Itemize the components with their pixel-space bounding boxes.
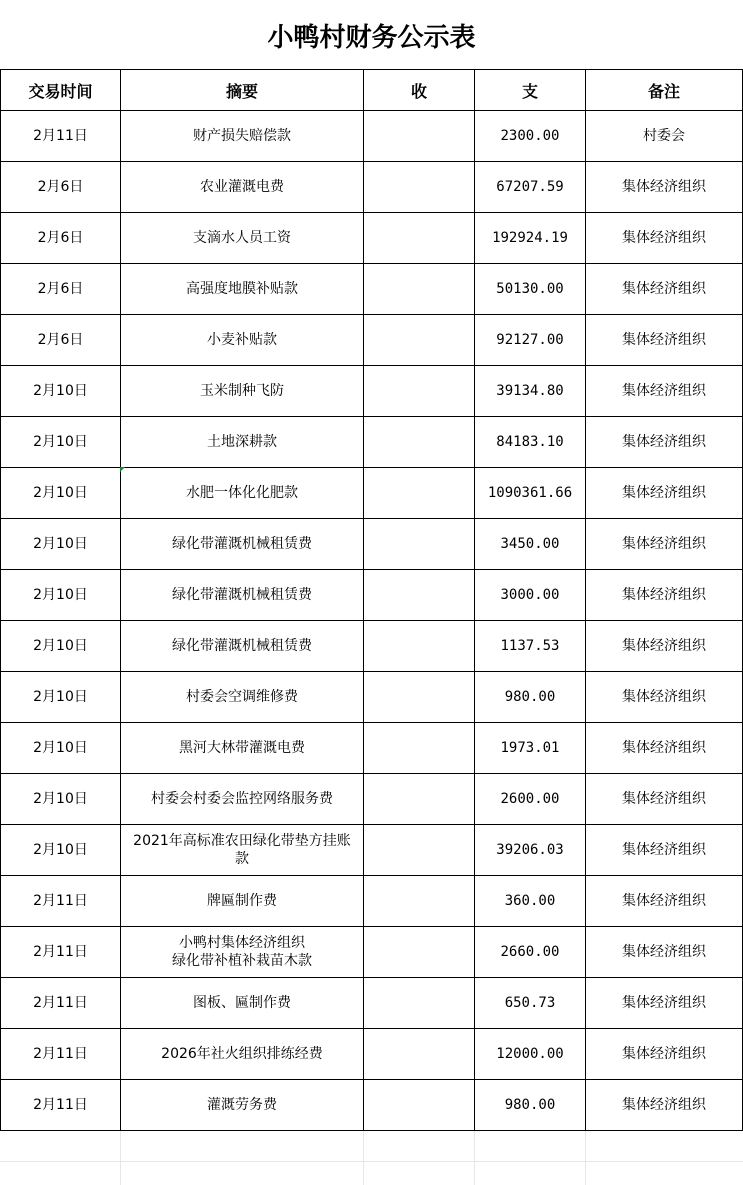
table-row — [1, 570, 743, 621]
header-row — [1, 70, 743, 111]
cell-date[interactable]: 2月11日 — [1, 978, 121, 1029]
cell-date[interactable]: 2月10日 — [1, 366, 121, 417]
cell-date[interactable]: 2月6日 — [1, 264, 121, 315]
cell-income[interactable] — [364, 1029, 475, 1080]
cell-income[interactable] — [364, 417, 475, 468]
cell-income[interactable] — [364, 213, 475, 264]
cell-memo[interactable] — [121, 366, 364, 417]
cell-income[interactable] — [364, 927, 475, 978]
table-row — [1, 264, 743, 315]
cell-note[interactable]: 村委会 — [586, 111, 743, 162]
cell-income[interactable] — [364, 978, 475, 1029]
cell-expense[interactable]: 12000.00 — [475, 1029, 586, 1080]
cell-note[interactable]: 集体经济组织 — [586, 621, 743, 672]
cell-note[interactable]: 集体经济组织 — [586, 672, 743, 723]
table-row — [1, 774, 743, 825]
header-memo[interactable]: 摘要 — [121, 70, 364, 111]
cell-memo[interactable] — [121, 978, 364, 1029]
cell-income[interactable] — [364, 774, 475, 825]
cell-income[interactable] — [364, 162, 475, 213]
cell-date[interactable]: 2月11日 — [1, 927, 121, 978]
cell-expense[interactable]: 2300.00 — [475, 111, 586, 162]
empty-grid-area — [0, 1131, 743, 1185]
memo-line: 小麦补贴款 — [207, 332, 277, 348]
header-expense[interactable]: 支 — [475, 70, 586, 111]
cell-memo[interactable] — [121, 774, 364, 825]
cell-date[interactable]: 2月11日 — [1, 876, 121, 927]
memo-line: 支滴水人员工资 — [193, 230, 291, 246]
cell-expense[interactable]: 1090361.66 — [475, 468, 586, 519]
cell-date[interactable]: 2月10日 — [1, 774, 121, 825]
cell-income[interactable] — [364, 672, 475, 723]
table-row — [1, 1080, 743, 1131]
cell-note[interactable]: 集体经济组织 — [586, 876, 743, 927]
cell-income[interactable] — [364, 876, 475, 927]
table-row — [1, 111, 743, 162]
table-row — [1, 213, 743, 264]
cell-memo[interactable] — [121, 111, 364, 162]
cell-income[interactable] — [364, 315, 475, 366]
memo-line: 绿化带灌溉机械租赁费 — [172, 536, 312, 552]
cell-expense[interactable]: 3450.00 — [475, 519, 586, 570]
cell-expense[interactable]: 39134.80 — [475, 366, 586, 417]
cell-note[interactable]: 集体经济组织 — [586, 825, 743, 876]
memo-line: 小鸭村集体经济组织 — [179, 935, 305, 951]
cell-expense[interactable]: 360.00 — [475, 876, 586, 927]
cell-note[interactable]: 集体经济组织 — [586, 315, 743, 366]
finance-table — [0, 69, 743, 1131]
cell-income[interactable] — [364, 1080, 475, 1131]
memo-line: 农业灌溉电费 — [200, 179, 284, 195]
cell-comment-marker — [120, 467, 125, 472]
table-row — [1, 366, 743, 417]
cell-expense[interactable]: 3000.00 — [475, 570, 586, 621]
cell-income[interactable] — [364, 366, 475, 417]
cell-income[interactable] — [364, 519, 475, 570]
cell-date[interactable]: 2月6日 — [1, 315, 121, 366]
table-row — [1, 162, 743, 213]
memo-line: 2026年社火组织排练经费 — [161, 1046, 323, 1062]
cell-date[interactable]: 2月11日 — [1, 1029, 121, 1080]
table-row — [1, 978, 743, 1029]
table-row — [1, 315, 743, 366]
memo-line: 水肥一体化化肥款 — [186, 485, 298, 501]
table-row — [1, 519, 743, 570]
cell-expense[interactable]: 192924.19 — [475, 213, 586, 264]
cell-memo[interactable] — [121, 417, 364, 468]
table-row — [1, 621, 743, 672]
cell-expense[interactable]: 39206.03 — [475, 825, 586, 876]
cell-memo[interactable] — [121, 519, 364, 570]
table-row — [1, 723, 743, 774]
cell-date[interactable]: 2月10日 — [1, 519, 121, 570]
memo-line: 村委会村委会监控网络服务费 — [151, 791, 333, 807]
table-row — [1, 417, 743, 468]
cell-date[interactable]: 2月10日 — [1, 417, 121, 468]
cell-expense[interactable]: 92127.00 — [475, 315, 586, 366]
cell-income[interactable] — [364, 825, 475, 876]
cell-income[interactable] — [364, 111, 475, 162]
page-title: 小鸭村财务公示表 — [267, 22, 476, 53]
cell-expense[interactable]: 67207.59 — [475, 162, 586, 213]
cell-memo[interactable] — [121, 723, 364, 774]
memo-line: 村委会空调维修费 — [186, 689, 298, 705]
cell-note[interactable]: 集体经济组织 — [586, 1080, 743, 1131]
memo-line: 绿化带灌溉机械租赁费 — [172, 587, 312, 603]
cell-memo[interactable] — [121, 621, 364, 672]
header-date[interactable]: 交易时间 — [1, 70, 121, 111]
cell-income[interactable] — [364, 723, 475, 774]
table-row — [1, 927, 743, 978]
memo-line: 款 — [235, 851, 249, 867]
table-row — [1, 672, 743, 723]
cell-expense[interactable]: 980.00 — [475, 672, 586, 723]
cell-expense[interactable]: 50130.00 — [475, 264, 586, 315]
cell-expense[interactable]: 84183.10 — [475, 417, 586, 468]
memo-line: 玉米制种飞防 — [200, 383, 284, 399]
header-income[interactable]: 收 — [364, 70, 475, 111]
table-row — [1, 468, 743, 519]
table-body — [1, 111, 743, 1131]
cell-memo[interactable] — [121, 468, 364, 519]
cell-date[interactable]: 2月10日 — [1, 621, 121, 672]
cell-date[interactable]: 2月6日 — [1, 213, 121, 264]
cell-note[interactable]: 集体经济组织 — [586, 723, 743, 774]
cell-memo[interactable] — [121, 927, 364, 978]
memo-line: 土地深耕款 — [207, 434, 277, 450]
memo-line: 图板、匾制作费 — [193, 995, 291, 1011]
cell-date[interactable]: 2月11日 — [1, 111, 121, 162]
cell-note[interactable]: 集体经济组织 — [586, 417, 743, 468]
table-row — [1, 876, 743, 927]
cell-memo[interactable] — [121, 570, 364, 621]
memo-line: 牌匾制作费 — [207, 893, 277, 909]
cell-date[interactable]: 2月10日 — [1, 825, 121, 876]
cell-memo[interactable] — [121, 264, 364, 315]
memo-line: 高强度地膜补贴款 — [186, 281, 298, 297]
cell-note[interactable]: 集体经济组织 — [586, 162, 743, 213]
cell-income[interactable] — [364, 570, 475, 621]
memo-line: 绿化带灌溉机械租赁费 — [172, 638, 312, 654]
cell-date[interactable]: 2月10日 — [1, 672, 121, 723]
memo-line: 财产损失赔偿款 — [193, 128, 291, 144]
table-row — [1, 1029, 743, 1080]
cell-expense[interactable]: 1973.01 — [475, 723, 586, 774]
cell-note[interactable]: 集体经济组织 — [586, 213, 743, 264]
cell-memo[interactable] — [121, 825, 364, 876]
cell-date[interactable]: 2月6日 — [1, 162, 121, 213]
cell-income[interactable] — [364, 264, 475, 315]
cell-expense[interactable]: 980.00 — [475, 1080, 586, 1131]
cell-income[interactable] — [364, 468, 475, 519]
cell-note[interactable]: 集体经济组织 — [586, 264, 743, 315]
cell-note[interactable]: 集体经济组织 — [586, 468, 743, 519]
cell-expense[interactable]: 1137.53 — [475, 621, 586, 672]
cell-date[interactable]: 2月10日 — [1, 570, 121, 621]
memo-line: 2021年高标准农田绿化带垫方挂账 — [133, 833, 351, 849]
cell-expense[interactable]: 2600.00 — [475, 774, 586, 825]
cell-memo[interactable] — [121, 876, 364, 927]
cell-note[interactable]: 集体经济组织 — [586, 366, 743, 417]
cell-note[interactable]: 集体经济组织 — [586, 1029, 743, 1080]
cell-memo[interactable] — [121, 315, 364, 366]
cell-date[interactable]: 2月10日 — [1, 468, 121, 519]
cell-memo[interactable] — [121, 672, 364, 723]
cell-memo[interactable] — [121, 1029, 364, 1080]
cell-expense[interactable]: 2660.00 — [475, 927, 586, 978]
memo-line: 灌溉劳务费 — [207, 1097, 277, 1113]
cell-memo[interactable] — [121, 1080, 364, 1131]
cell-note[interactable]: 集体经济组织 — [586, 519, 743, 570]
cell-note[interactable]: 集体经济组织 — [586, 774, 743, 825]
cell-date[interactable]: 2月11日 — [1, 1080, 121, 1131]
cell-income[interactable] — [364, 621, 475, 672]
cell-expense[interactable]: 650.73 — [475, 978, 586, 1029]
cell-date[interactable]: 2月10日 — [1, 723, 121, 774]
cell-memo[interactable] — [121, 213, 364, 264]
memo-line: 黑河大林带灌溉电费 — [179, 740, 305, 756]
cell-note[interactable]: 集体经济组织 — [586, 927, 743, 978]
memo-line: 绿化带补植补栽苗木款 — [172, 953, 312, 969]
header-note[interactable]: 备注 — [586, 70, 743, 111]
cell-memo[interactable] — [121, 162, 364, 213]
table-row — [1, 825, 743, 876]
cell-note[interactable]: 集体经济组织 — [586, 570, 743, 621]
cell-note[interactable]: 集体经济组织 — [586, 978, 743, 1029]
